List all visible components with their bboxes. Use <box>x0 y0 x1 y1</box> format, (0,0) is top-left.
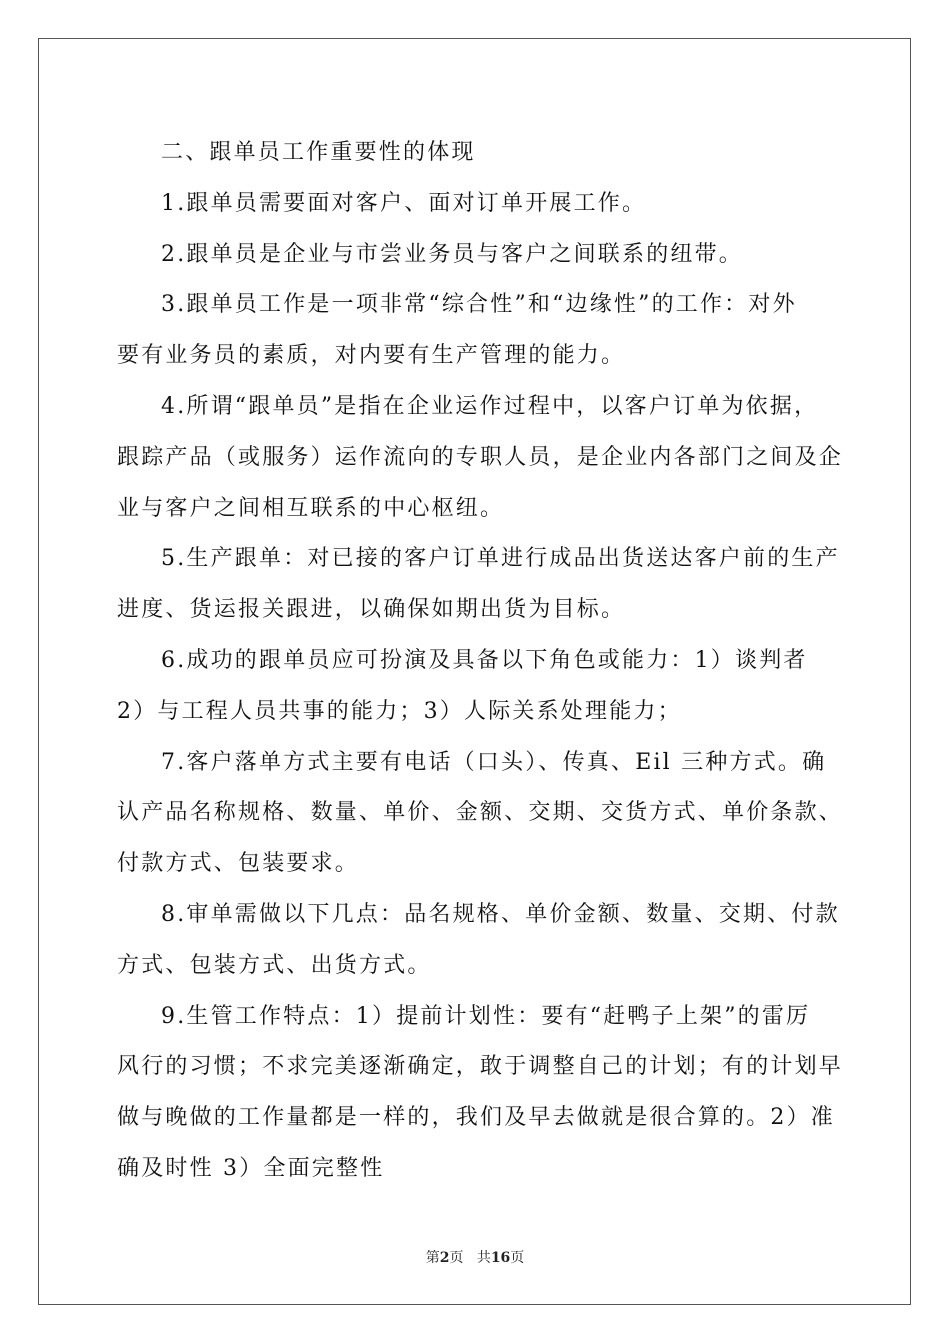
page-prefix: 第 <box>425 1250 440 1266</box>
paragraph-line: 6.成功的跟单员应可扮演及具备以下角色或能力：1）谈判者 <box>161 647 808 673</box>
page-number: 2 <box>439 1250 450 1266</box>
paragraph-line: 付款方式、包装要求。 <box>117 851 360 877</box>
document-body <box>117 128 844 1195</box>
total-pages: 16 <box>490 1250 511 1266</box>
paragraph-line: 5.生产跟单：对已接的客户订单进行成品出货送达客户前的生产 <box>161 546 840 572</box>
total-prefix: 共 <box>476 1250 491 1266</box>
paragraph-line: 方式、包装方式、出货方式。 <box>117 952 432 978</box>
paragraph-line: 认产品名称规格、数量、单价、金额、交期、交货方式、单价条款、 <box>117 800 844 826</box>
total-suffix: 页 <box>510 1250 525 1266</box>
paragraph-line: 4.所谓“跟单员”是指在企业运作过程中，以客户订单为依据， <box>161 393 819 419</box>
page-footer <box>0 1247 950 1267</box>
paragraph-line: 7.客户落单方式主要有电话（口头）、传真、Eil 三种方式。确 <box>161 749 827 775</box>
paragraph-line: 业与客户之间相互联系的中心枢纽。 <box>117 495 505 521</box>
section-heading: 二、跟单员工作重要性的体现 <box>161 140 476 165</box>
paragraph-line: 8.审单需做以下几点：品名规格、单价金额、数量、交期、付款 <box>161 901 840 927</box>
paragraph-line: 2.跟单员是企业与市尝业务员与客户之间联系的纽带。 <box>161 241 743 267</box>
paragraph-line: 风行的习惯；不求完美逐渐确定，敢于调整自己的计划；有的计划早 <box>117 1054 844 1080</box>
paragraph-line: 1.跟单员需要面对客户、面对订单开展工作。 <box>161 190 647 216</box>
page-suffix: 页 <box>449 1250 464 1266</box>
paragraph-line: 做与晚做的工作量都是一样的，我们及早去做就是很合算的。2）准 <box>117 1105 835 1131</box>
paragraph-line: 确及时性 3）全面完整性 <box>117 1155 385 1181</box>
paragraph-line: 跟踪产品（或服务）运作流向的专职人员，是企业内各部门之间及企 <box>117 444 844 470</box>
paragraph-line: 2）与工程人员共事的能力；3）人际关系处理能力； <box>117 698 682 724</box>
paragraph-line: 9.生管工作特点：1）提前计划性：要有“赶鸭子上架”的雷厉 <box>161 1003 811 1029</box>
paragraph-line: 3.跟单员工作是一项非常“综合性”和“边缘性”的工作：对外 <box>161 292 797 318</box>
paragraph-line: 进度、货运报关跟进，以确保如期出货为目标。 <box>117 597 626 623</box>
paragraph-line: 要有业务员的素质，对内要有生产管理的能力。 <box>117 343 626 369</box>
